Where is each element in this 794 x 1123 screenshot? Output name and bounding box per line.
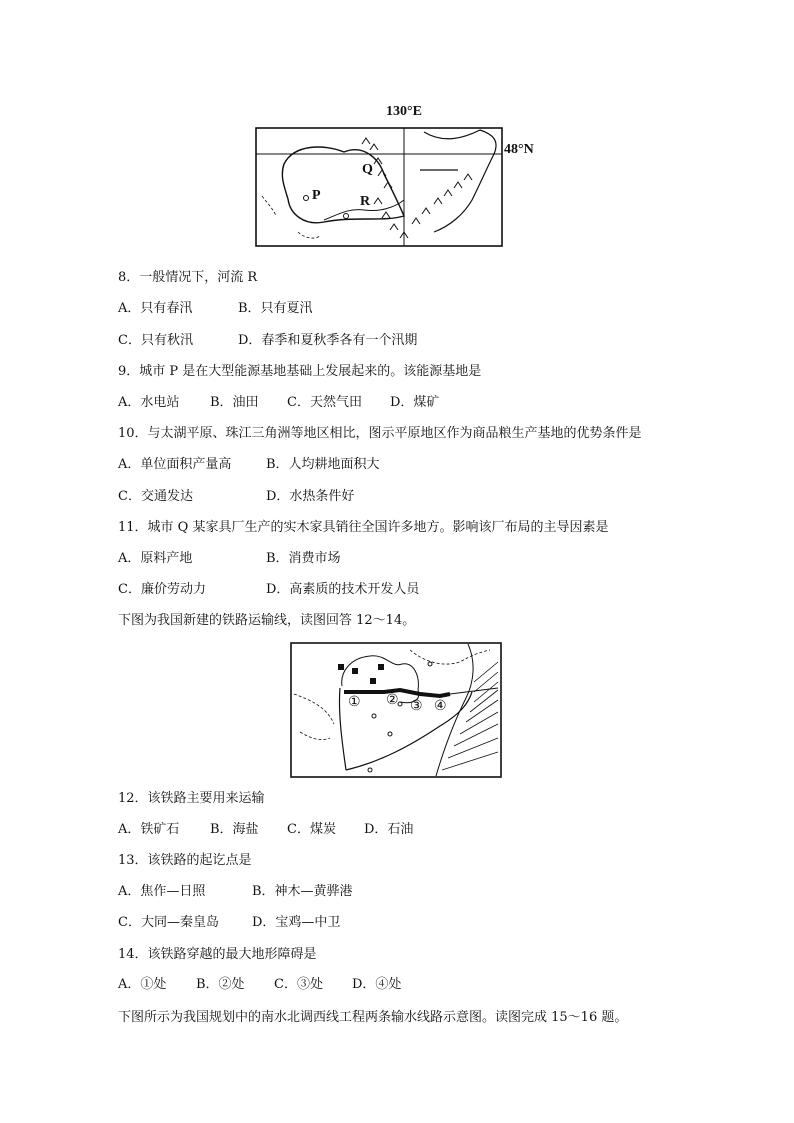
q11-option-b: B．消费市场 <box>266 551 341 566</box>
q12-option-d: D．石油 <box>364 822 414 837</box>
marker-3: ③ <box>410 699 423 714</box>
northeast-map-graphic <box>254 104 554 250</box>
q14-option-a: A．①处 <box>118 977 167 992</box>
question-13-stem: 13．该铁路的起讫点是 <box>118 853 252 868</box>
q9-option-b: B．油田 <box>210 395 259 410</box>
q13-option-d: D．宝鸡—中卫 <box>252 915 341 930</box>
marker-2: ② <box>386 693 399 708</box>
q13-option-b: B．神木—黄骅港 <box>252 884 353 899</box>
q13-option-c: C．大同—秦皇岛 <box>118 915 219 930</box>
q9-option-a: A．水电站 <box>118 395 180 410</box>
q10-option-b: B．人均耕地面积大 <box>266 457 380 472</box>
railway-map-graphic <box>290 642 502 778</box>
q9-option-c: C．天然气田 <box>287 395 362 410</box>
q12-option-a: A．铁矿石 <box>118 822 180 837</box>
question-9-stem: 9．城市 P 是在大型能源基地基础上发展起来的。该能源基地是 <box>118 364 482 379</box>
q14-option-b: B．②处 <box>196 977 245 992</box>
question-10-stem: 10．与太湖平原、珠江三角洲等地区相比，图示平原地区作为商品粮生产基地的优势条件是 <box>118 426 642 441</box>
q12-option-b: B．海盐 <box>210 822 259 837</box>
marker-1: ① <box>348 695 361 710</box>
question-12-stem: 12．该铁路主要用来运输 <box>118 791 265 806</box>
latitude-label: 48°N <box>504 142 534 157</box>
intro-15-16: 下图所示为我国规划中的南水北调西线工程两条输水线路示意图。读图完成 15～16 题。 <box>118 1010 628 1025</box>
longitude-label: 130°E <box>386 104 422 119</box>
q10-option-c: C．交通发达 <box>118 489 193 504</box>
q8-option-b: B．只有夏汛 <box>238 301 313 316</box>
marker-4: ④ <box>434 699 447 714</box>
q9-option-d: D．煤矿 <box>390 395 440 410</box>
q10-option-a: A．单位面积产量高 <box>118 457 232 472</box>
q14-option-c: C．③处 <box>274 977 323 992</box>
q13-option-a: A．焦作—日照 <box>118 884 206 899</box>
q10-option-d: D．水热条件好 <box>266 489 355 504</box>
question-8-stem: 8．一般情况下，河流 R <box>118 270 258 285</box>
q11-option-d: D．高素质的技术开发人员 <box>266 582 420 597</box>
city-p-label: P <box>312 188 321 203</box>
river-r-label: R <box>360 194 371 209</box>
q11-option-c: C．廉价劳动力 <box>118 582 206 597</box>
q12-option-c: C．煤炭 <box>287 822 336 837</box>
q11-option-a: A．原料产地 <box>118 551 193 566</box>
railway-map <box>290 642 502 778</box>
intro-12-14: 下图为我国新建的铁路运输线，读图回答 12～14。 <box>118 613 416 628</box>
q8-option-a: A．只有春汛 <box>118 301 193 316</box>
city-q-label: Q <box>362 162 373 177</box>
q14-option-d: D．④处 <box>352 977 402 992</box>
question-14-stem: 14．该铁路穿越的最大地形障碍是 <box>118 947 317 962</box>
northeast-china-map <box>254 104 554 250</box>
q8-option-d: D．春季和夏秋季各有一个汛期 <box>238 333 418 348</box>
question-11-stem: 11．城市 Q 某家具厂生产的实木家具销往全国许多地方。影响该厂布局的主导因素是 <box>118 520 609 535</box>
q8-option-c: C．只有秋汛 <box>118 333 193 348</box>
